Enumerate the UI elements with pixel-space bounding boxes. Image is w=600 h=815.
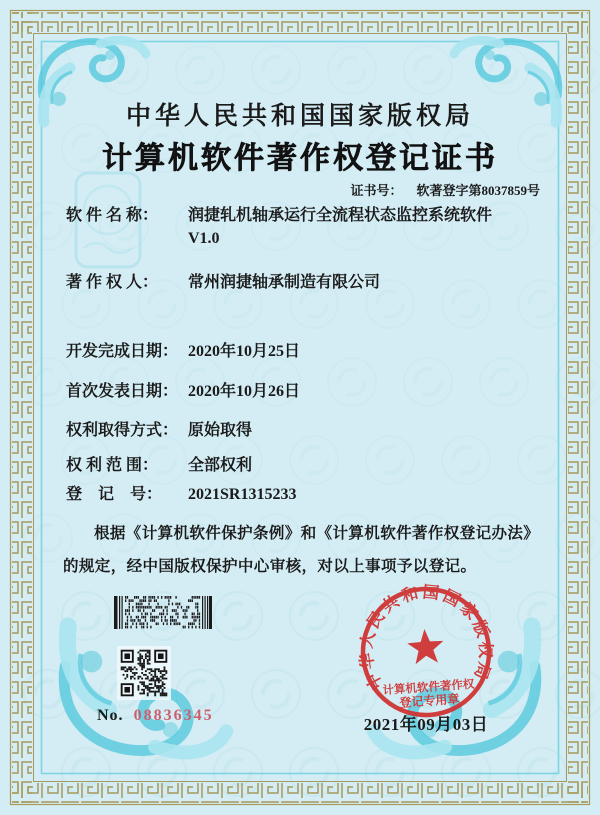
qr-code <box>117 646 171 700</box>
field-value: 原始取得 <box>188 422 253 439</box>
seal-ring-text: 中华人民共和国国家版权局 <box>356 582 496 694</box>
field-software-name <box>66 204 492 250</box>
software-name-text: 润捷轧机轴承运行全流程状态监控系统软件 <box>188 207 493 224</box>
field-value: 2020年10月25日 <box>188 343 301 360</box>
field-label: 登 记 号： <box>66 486 163 503</box>
issue-date: 2021年09月03日 <box>363 715 489 734</box>
field-registration-number <box>66 483 296 506</box>
serial-value: 08836345 <box>133 707 214 724</box>
field-value: 2020年10月26日 <box>188 383 301 400</box>
field-label: 权 利 范 围： <box>66 457 159 474</box>
serial-label: No. <box>97 707 124 724</box>
star-icon <box>406 628 445 665</box>
field-label: 软 件 名 称： <box>66 207 159 224</box>
field-label: 著 作 权 人： <box>66 274 159 291</box>
authority-title: 中华人民共和国国家版权局 <box>125 103 474 130</box>
pdf417-barcode <box>114 596 212 629</box>
certificate-title: 计算机软件著作权登记证书 <box>102 142 498 175</box>
field-value: 2021SR1315233 <box>188 486 297 503</box>
field-dev-complete-date <box>66 340 300 363</box>
field-rights-acquisition <box>66 419 252 442</box>
software-version-text: V1.0 <box>188 230 220 247</box>
field-first-publish-date <box>66 380 300 403</box>
field-label: 首次发表日期： <box>66 383 179 400</box>
cert-number-line <box>350 180 540 199</box>
field-rights-scope <box>66 454 252 477</box>
field-copyright-owner <box>66 271 380 294</box>
cert-number-value: 软著登字第8037859号 <box>416 183 540 198</box>
registration-statement: 根据《计算机软件保护条例》和《计算机软件著作权登记办法》的规定，经中国版权保护中心审核，对以上事项予以登记。 <box>63 525 540 575</box>
field-value: 全部权利 <box>188 457 253 474</box>
seal-line2: 登记专用章 <box>398 691 460 710</box>
field-value: 常州润捷轴承制造有限公司 <box>188 274 381 291</box>
field-value <box>188 204 492 250</box>
field-label: 权利取得方式： <box>66 422 179 439</box>
field-label: 开发完成日期： <box>66 343 179 360</box>
cert-number-label: 证书号： <box>350 183 403 198</box>
seal-line1: 计算机软件著作权 <box>382 678 475 698</box>
serial-number <box>97 707 214 725</box>
official-seal <box>354 580 498 724</box>
